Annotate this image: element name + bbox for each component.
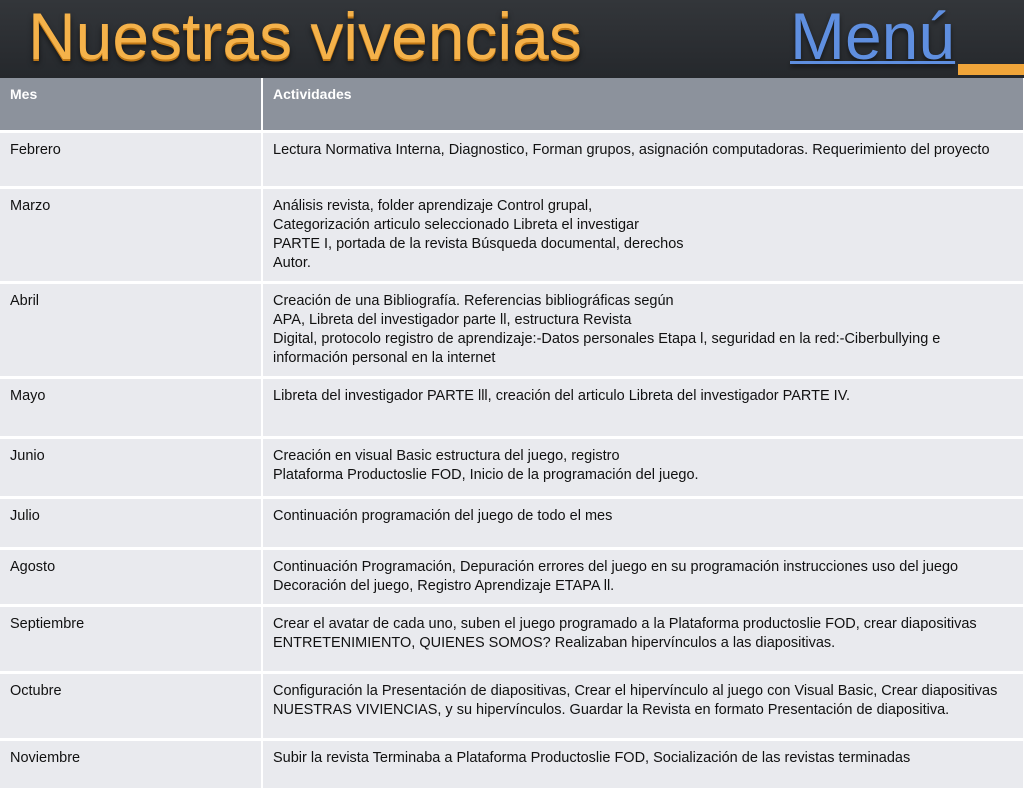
table-row: [0, 378, 1024, 438]
menu-link[interactable]: Menú: [790, 0, 956, 73]
activities-cell: [262, 498, 1024, 549]
activity-line: Libreta del investigador PARTE lll, creación del articulo Libreta del investigador PARTE IV.: [273, 388, 851, 404]
activity-line: Configuración la Presentación de diapositivas, Crear el hipervínculo al juego con Visual Basic, Crear diapositivas NUESTRAS VIVIENCIAS, y su hipervínculos. Guardar la Revista en formato Presentación de diapositiva.: [273, 683, 998, 718]
activity-line: PARTE I, portada de la revista Búsqueda documental, derechos: [273, 236, 684, 252]
activities-table-container: [0, 78, 1024, 768]
activity-line: Continuación Programación, Depuración errores del juego en su programación instrucciones uso del juego: [273, 559, 959, 575]
month-cell: Marzo: [0, 188, 262, 283]
activity-line: Análisis revista, folder aprendizaje Control grupal,: [273, 198, 593, 214]
column-header-actividades: Actividades: [262, 78, 1024, 132]
activity-line: Categorización articulo seleccionado Libreta el investigar: [273, 217, 639, 233]
month-cell: Noviembre: [0, 740, 262, 790]
activities-cell: [262, 606, 1024, 673]
table-header-row: [0, 78, 1024, 132]
activities-table: [0, 78, 1024, 791]
month-cell: Mayo: [0, 378, 262, 438]
table-row: [0, 283, 1024, 378]
table-row: [0, 188, 1024, 283]
month-cell: Agosto: [0, 549, 262, 606]
table-row: [0, 549, 1024, 606]
activity-line: Crear el avatar de cada uno, suben el juego programado a la Plataforma productoslie FOD, crear diapositivas: [273, 616, 977, 632]
activity-line: ENTRETENIMIENTO, QUIENES SOMOS? Realizaban hipervínculos a las diapositivas.: [273, 635, 836, 651]
activities-cell: [262, 188, 1024, 283]
activity-line: Decoración del juego, Registro Aprendizaje ETAPA ll.: [273, 578, 615, 594]
accent-bar: [958, 64, 1024, 75]
table-row: [0, 498, 1024, 549]
table-row: [0, 438, 1024, 498]
month-cell: Abril: [0, 283, 262, 378]
activity-line: Continuación programación del juego de todo el mes: [273, 508, 613, 524]
activity-line: Autor.: [273, 255, 311, 271]
activities-cell: [262, 673, 1024, 740]
month-cell: Febrero: [0, 132, 262, 188]
table-row: [0, 740, 1024, 790]
table-row: [0, 132, 1024, 188]
activities-cell: [262, 549, 1024, 606]
slide-title: Nuestras vivencias: [28, 0, 582, 73]
activity-line: APA, Libreta del investigador parte ll, estructura Revista: [273, 312, 632, 328]
month-cell: Octubre: [0, 673, 262, 740]
column-header-mes: Mes: [0, 78, 262, 132]
activity-line: Subir la revista Terminaba a Plataforma Productoslie FOD, Socialización de las revistas terminadas: [273, 750, 911, 766]
table-row: [0, 673, 1024, 740]
activities-cell: [262, 132, 1024, 188]
activity-line: Creación en visual Basic estructura del juego, registro: [273, 448, 620, 464]
activities-cell: [262, 378, 1024, 438]
month-cell: Julio: [0, 498, 262, 549]
table-row: [0, 606, 1024, 673]
activities-cell: [262, 740, 1024, 790]
activity-line: Lectura Normativa Interna, Diagnostico, Forman grupos, asignación computadoras. Requerimiento del proyecto: [273, 142, 990, 158]
month-cell: Junio: [0, 438, 262, 498]
activities-cell: [262, 283, 1024, 378]
activity-line: Digital, protocolo registro de aprendizaje:-Datos personales Etapa l, seguridad en la red:-Ciberbullying e información personal en la internet: [273, 331, 941, 366]
activity-line: Plataforma Productoslie FOD, Inicio de la programación del juego.: [273, 467, 699, 483]
activities-cell: [262, 438, 1024, 498]
slide-header: [0, 0, 1024, 78]
month-cell: Septiembre: [0, 606, 262, 673]
activity-line: Creación de una Bibliografía. Referencias bibliográficas según: [273, 293, 674, 309]
